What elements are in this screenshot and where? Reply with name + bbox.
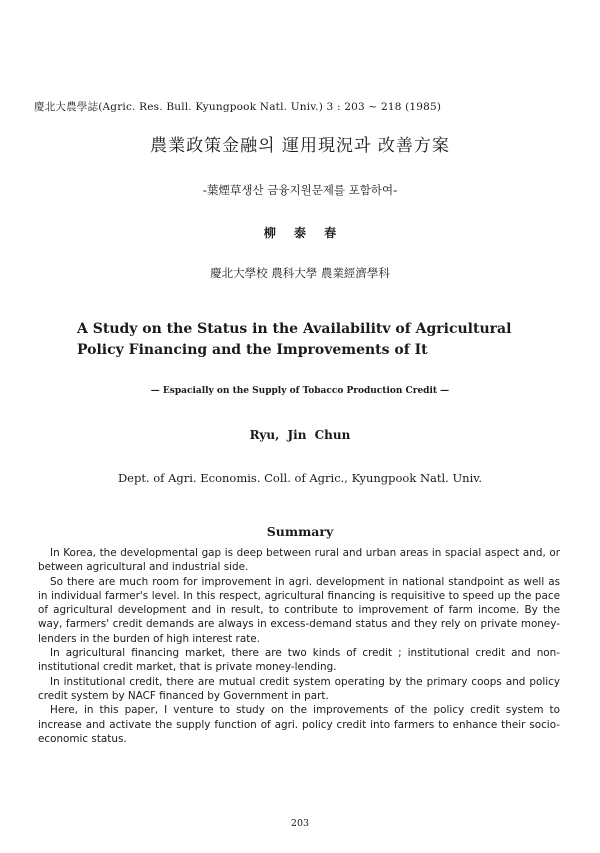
summary-body xyxy=(38,546,560,746)
summary-paragraph: So there are much room for improvement in agri. development in national standpoint as well as in individual farmer's level. In this respect, agricultural financing is requisitive to speed up the pace of agricultural development and in result, to contribute to improvement of farm income. By the way, farmers' credit demands are always in excess-demand status and they rely on private money-lenders in the burden of high interest rate. xyxy=(38,575,560,645)
summary-paragraph: In agricultural financing market, there are two kinds of credit ; institutional credit and non-institutional credit market, that is private money-lending. xyxy=(38,647,560,674)
english-affiliation: Dept. of Agri. Economis. Coll. of Agric., Kyungpook Natl. Univ. xyxy=(117,471,483,485)
page-number: 203 xyxy=(290,818,310,829)
english-title: A Study on the Status in the Availabilitv of Agricultural Policy Financing and the Improvements of It xyxy=(77,321,512,358)
summary-paragraph: Here, in this paper, I venture to study on the improvements of the policy credit system to increase and activate the supply function of agri. policy credit into farmers to enhance their socio-economic status. xyxy=(38,704,560,745)
korean-affiliation: 慶北大學校 農科大學 農業經濟學科 xyxy=(210,266,390,280)
journal-reference: 慶北大農學誌(Agric. Res. Bull. Kyungpook Natl. Univ.) 3 : 203 ~ 218 (1985) xyxy=(34,101,442,113)
english-subtitle: — Espacially on the Supply of Tobacco Production Credit — xyxy=(150,386,450,396)
summary-paragraph: In Korea, the developmental gap is deep between rural and urban areas in spacial aspect and, or between agricultural and industrial side. xyxy=(38,547,560,574)
korean-subtitle: -葉煙草생산 금융지원문제를 포함하여- xyxy=(202,183,398,197)
korean-title: 農業政策金融의 運用現況과 改善方案 xyxy=(150,136,450,156)
korean-author: 柳 泰 春 xyxy=(263,226,337,240)
english-author: Ryu, Jin Chun xyxy=(249,428,351,442)
summary-heading: Summary xyxy=(266,524,334,539)
summary-paragraph: In institutional credit, there are mutual credit system operating by the primary coops and policy credit system by NACF financed by Government in part. xyxy=(38,675,560,702)
